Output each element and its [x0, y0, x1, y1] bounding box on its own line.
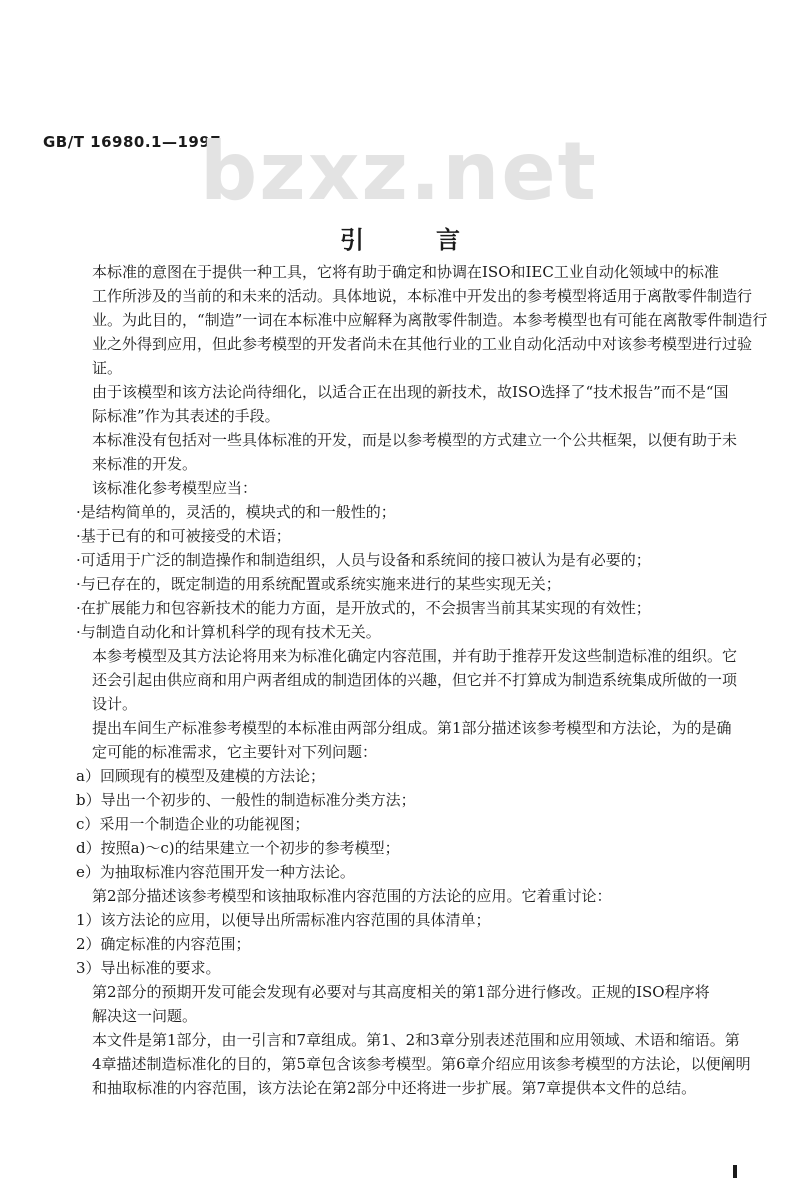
watermark: bzxz.net	[200, 125, 598, 218]
text-line: 业之外得到应用，但此参考模型的开发者尚未在其他行业的工业自动化活动中对该参考模型进行过验	[92, 335, 753, 353]
list-item: d）按照a)～c)的结果建立一个初步的参考模型；	[76, 839, 400, 857]
paragraph-framework	[62, 428, 762, 476]
body-text	[62, 260, 768, 1100]
list-item: c）采用一个制造企业的功能视图；	[76, 815, 310, 833]
list-item: ·在扩展能力和包容新技术的能力方面，是开放式的，不会损害当前其某实现的有效性；	[76, 599, 651, 617]
paragraph-purpose	[62, 260, 768, 380]
standard-code: GB/T 16980.1—1997	[43, 133, 222, 151]
text-line: 定可能的标准需求，它主要针对下列问题：	[92, 743, 378, 761]
model-requirements-list	[62, 500, 762, 644]
paragraph-iso-procedure	[62, 980, 762, 1028]
text-line: 工作所涉及的当前的和未来的活动。具体地说，本标准中开发出的参考模型将适用于离散零件制造行	[92, 287, 753, 305]
list-item: e）为抽取标准内容范围开发一种方法论。	[76, 863, 355, 881]
list-item: 1）该方法论的应用，以便导出所需标准内容范围的具体清单；	[76, 911, 491, 929]
text-line: 本文件是第1部分，由一引言和7章组成。第1、2和3章分别表述范围和应用领域、术语和缩语。第	[92, 1031, 740, 1049]
paragraph-model-should: 该标准化参考模型应当：	[92, 479, 258, 497]
list-item: ·可适用于广泛的制造操作和制造组织，人员与设备和系统间的接口被认为是有必要的；	[76, 551, 651, 569]
part1-issues-list	[62, 764, 762, 884]
text-line: 设计。	[92, 695, 138, 713]
text-line: 业。为此目的，“制造”一词在本标准中应解释为离散零件制造。本参考模型也有可能在离散零件制造行	[92, 311, 768, 329]
list-item: ·与已存在的，既定制造的用系统配置或系统实施来进行的某些实现无关；	[76, 575, 561, 593]
paragraph-technical-report	[62, 380, 762, 428]
text-line: 提出车间生产标准参考模型的本标准由两部分组成。第1部分描述该参考模型和方法论，为的是确	[92, 719, 732, 737]
section-title: 引言	[340, 225, 532, 254]
paragraph-scope-use	[62, 644, 762, 716]
text-line: 本标准没有包括对一些具体标准的开发，而是以参考模型的方式建立一个公共框架，以便有助于未	[92, 431, 738, 449]
list-item: 2）确定标准的内容范围；	[76, 935, 251, 953]
text-line: 本标准的意图在于提供一种工具，它将有助于确定和协调在ISO和IEC工业自动化领域中的标准	[92, 263, 719, 281]
text-line: 来标准的开发。	[92, 455, 198, 473]
paragraph-part2: 第2部分描述该参考模型和该抽取标准内容范围的方法论的应用。它着重讨论：	[92, 887, 612, 905]
paragraph-two-parts	[62, 716, 762, 764]
text-line: 和抽取标准的内容范围，该方法论在第2部分中还将进一步扩展。第7章提供本文件的总结。	[92, 1079, 697, 1097]
text-line: 4章描述制造标准化的目的，第5章包含该参考模型。第6章介绍应用该参考模型的方法论，以便阐明	[92, 1055, 751, 1073]
list-item: b）导出一个初步的、一般性的制造标准分类方法；	[76, 791, 416, 809]
list-item: ·是结构简单的，灵活的，模块式的和一般性的；	[76, 503, 396, 521]
page-number-mark	[733, 1165, 737, 1178]
text-line: 解决这一问题。	[92, 1007, 198, 1025]
part2-topics-list	[62, 908, 762, 980]
text-line: 证。	[92, 359, 123, 377]
list-item: ·基于已有的和可被接受的术语；	[76, 527, 291, 545]
text-line: 际标准”作为其表述的手段。	[92, 407, 280, 425]
list-item: 3）导出标准的要求。	[76, 959, 221, 977]
text-line: 本参考模型及其方法论将用来为标准化确定内容范围，并有助于推荐开发这些制造标准的组织。它	[92, 647, 738, 665]
text-line: 由于该模型和该方法论尚待细化，以适合正在出现的新技术，故ISO选择了“技术报告”而不是“国	[92, 383, 729, 401]
list-item: a）回顾现有的模型及建模的方法论；	[76, 767, 325, 785]
list-item: ·与制造自动化和计算机科学的现有技术无关。	[76, 623, 381, 641]
text-line: 第2部分的预期开发可能会发现有必要对与其高度相关的第1部分进行修改。正规的ISO程序将	[92, 983, 710, 1001]
text-line: 还会引起由供应商和用户两者组成的制造团体的兴趣，但它并不打算成为制造系统集成所做的一项	[92, 671, 738, 689]
paragraph-document-structure	[62, 1028, 762, 1100]
